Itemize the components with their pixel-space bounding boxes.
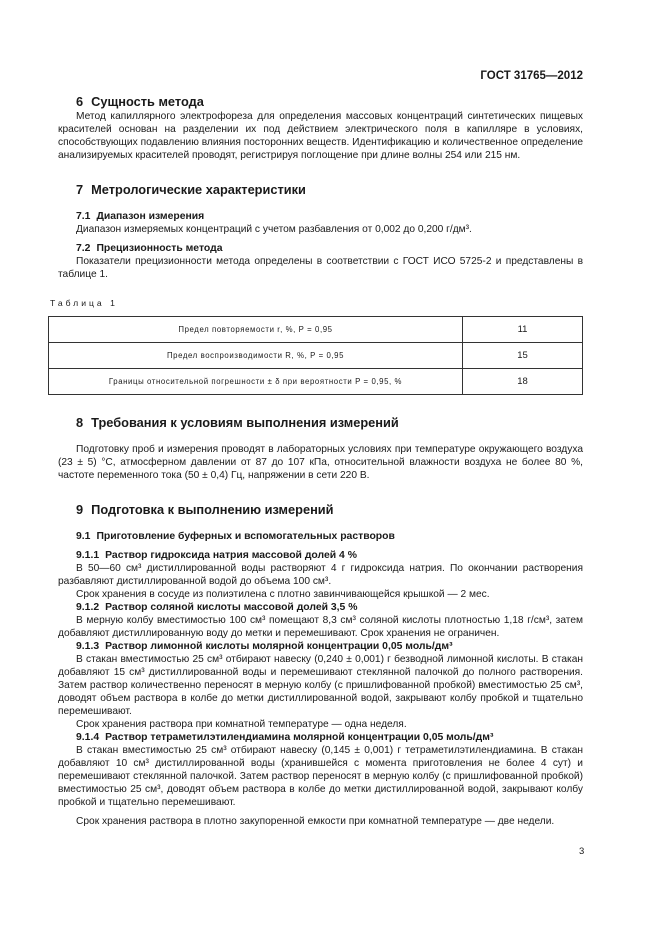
section-number: 9 [76, 502, 84, 517]
table-cell-value: 15 [463, 343, 583, 369]
paragraph: Срок хранения раствора в плотно закупоренной емкости при комнатной температуре — две недели. [76, 816, 555, 827]
subsection-number: 9.1.1 [76, 550, 100, 561]
section-8-heading [58, 415, 583, 431]
subsection-title: Раствор соляной кислоты массовой долей 3,5 % [105, 602, 358, 613]
section-title: Сущность метода [91, 94, 204, 109]
table-cell-value: 11 [463, 317, 583, 343]
paragraph: В стакан вместимостью 25 см³ отбирают навеску (0,240 ± 0,001) г безводной лимонной кислоты. В стакан добавляют 15 см³ дистиллированной воды и перемешивают стеклянной палочкой до полного растворения. Затем раствор количественно переносят в мерную колбу (с пришлифованной пробкой) вместимостью 25 см³, доводят объем раствора в колбе до метки дистиллированной водой, закрывают колбу пробкой и тщательно перемешивают. [58, 654, 583, 717]
subsection-title: Раствор гидроксида натрия массовой долей 4 % [105, 550, 357, 561]
table-cell-label: Предел повторяемости r, %, P = 0,95 [49, 317, 463, 343]
paragraph: В мерную колбу вместимостью 100 см³ помещают 8,3 см³ соляной кислоты плотностью 1,18 г/см³, затем добавляют дистиллированную воду до метки и перемешивают. Срок хранения не ограничен. [58, 615, 583, 639]
paragraph: Метод капиллярного электрофореза для определения массовых концентраций синтетических пищевых красителей основан на разделении их под действием электрического поля в капилляре в условиях, способствующих подавлению влияния посторонних веществ. Идентификацию и количественное определение анализируемых красителей проводят, регистрируя поглощение при длине волны 254 или 215 нм. [58, 111, 583, 161]
paragraph: Показатели прецизионности метода определены в соответствии с ГОСТ ИСО 5725-2 и представлены в таблице 1. [58, 256, 583, 280]
subsection-9-1-1-heading [58, 549, 583, 562]
paragraph: Диапазон измеряемых концентраций с учетом разбавления от 0,002 до 0,200 г/дм³. [76, 224, 472, 235]
section-9-heading [58, 502, 583, 518]
subsection-9-1-3-heading [58, 640, 583, 653]
subsection-number: 7.1 [76, 211, 91, 222]
table-caption: Таблица 1 [50, 298, 118, 308]
table-row [49, 317, 583, 343]
paragraph: В стакан вместимостью 25 см³ отбирают навеску (0,145 ± 0,001) г тетраметилэтилендиамина. В стакан добавляют 10 см³ дистиллированной воды (хранившейся с момента приготовления не более 4 сут) и перемешивают стеклянной палочкой. Затем раствор переносят в мерную колбу (с пришлифованной пробкой) вместимостью 25 см³, доводят объем раствора в колбе до метки дистиллированной водой, закрывают колбу пробкой и тщательно перемешивают. [58, 745, 583, 808]
subsection-9-1-heading [58, 530, 583, 543]
section-6-heading [58, 94, 583, 110]
precision-table [48, 316, 583, 395]
subsection-9-1-2-heading [58, 601, 583, 614]
page-number: 3 [579, 846, 585, 857]
paragraph: Подготовку проб и измерения проводят в лабораторных условиях при температуре окружающего воздуха (23 ± 5) °С, атмосферном давлении от 87 до 107 кПа, относительной влажности воздуха не более 80 %, частоте переменного тока (50 ± 0,4) Гц, напряжении в сети 220 В. [58, 444, 583, 481]
subsection-7-2-heading [58, 242, 583, 255]
section-title: Требования к условиям выполнения измерений [91, 415, 399, 430]
document-id: ГОСТ 31765—2012 [480, 70, 583, 82]
subsection-title: Приготовление буферных и вспомогательных растворов [96, 531, 395, 542]
section-number: 7 [76, 182, 84, 197]
subsection-title: Раствор лимонной кислоты молярной концентрации 0,05 моль/дм³ [105, 641, 453, 652]
subsection-title: Раствор тетраметилэтилендиамина молярной концентрации 0,05 моль/дм³ [105, 732, 494, 743]
subsection-title: Диапазон измерения [96, 211, 205, 222]
section-title: Подготовка к выполнению измерений [91, 502, 334, 517]
section-7-heading [58, 182, 583, 198]
subsection-9-1-4-heading [58, 731, 583, 744]
subsection-number: 9.1.3 [76, 641, 100, 652]
table-row [49, 343, 583, 369]
document-body [50, 94, 583, 828]
table-cell-label: Предел воспроизводимости R, %, P = 0,95 [49, 343, 463, 369]
section-title: Метрологические характеристики [91, 182, 306, 197]
table-cell-value: 18 [463, 369, 583, 395]
subsection-number: 7.2 [76, 243, 91, 254]
subsection-7-1-heading [58, 210, 583, 223]
paragraph: В 50—60 см³ дистиллированной воды растворяют 4 г гидроксида натрия. По окончании растворения разбавляют дистиллированной водой до объема 100 см³. [58, 563, 583, 587]
section-number: 8 [76, 415, 84, 430]
subsection-number: 9.1.4 [76, 732, 100, 743]
table-row [49, 369, 583, 395]
paragraph: Срок хранения в сосуде из полиэтилена с плотно завинчивающейся крышкой — 2 мес. [76, 589, 490, 600]
table-cell-label: Границы относительной погрешности ± δ при вероятности P = 0,95, % [49, 369, 463, 395]
paragraph: Срок хранения раствора при комнатной температуре — одна неделя. [76, 719, 407, 730]
subsection-number: 9.1.2 [76, 602, 100, 613]
subsection-number: 9.1 [76, 531, 91, 542]
subsection-title: Прецизионность метода [96, 243, 223, 254]
section-number: 6 [76, 94, 84, 109]
